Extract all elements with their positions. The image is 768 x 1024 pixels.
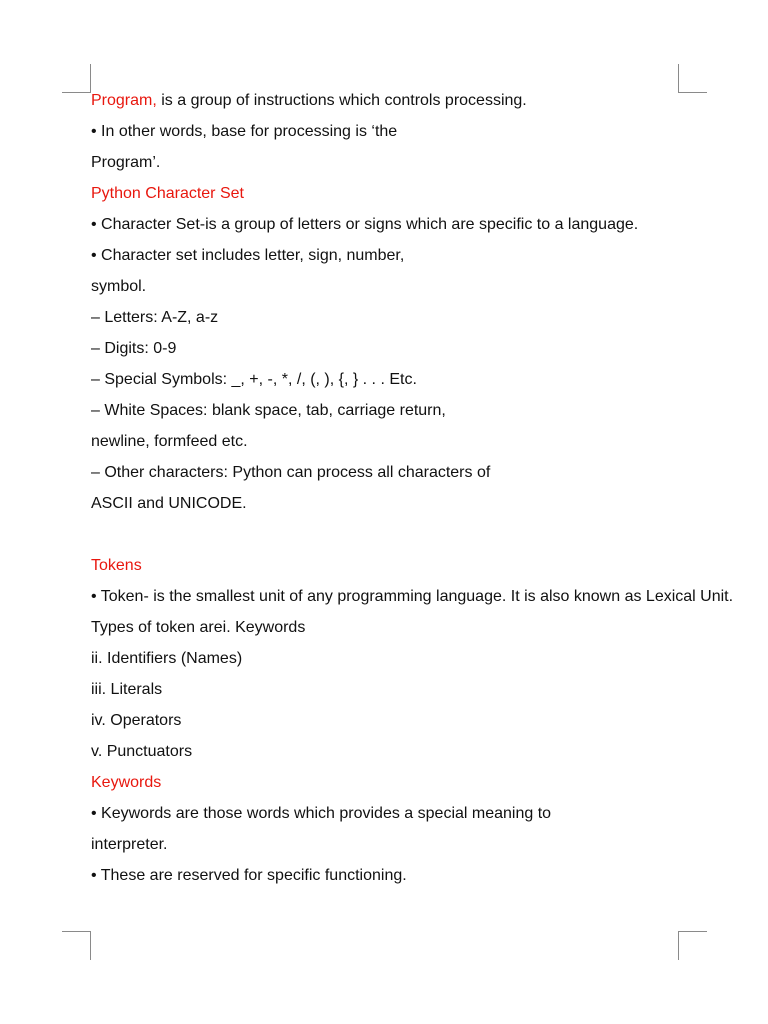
paragraph-line: newline, formfeed etc.	[91, 433, 248, 450]
paragraph-line: • Keywords are those words which provides a special meaning to	[91, 805, 552, 822]
paragraph-line: • These are reserved for specific functioning.	[91, 867, 407, 884]
paragraph-line: • Character set includes letter, sign, number,	[91, 247, 405, 264]
list-item-white-spaces: – White Spaces: blank space, tab, carriage return,	[91, 402, 446, 419]
program-term: Program,	[91, 92, 157, 109]
blank-line	[91, 525, 741, 556]
list-item-other-characters: – Other characters: Python can process all characters of	[91, 464, 491, 481]
crop-mark-bottom-left	[62, 931, 91, 960]
list-item-special-symbols: – Special Symbols: _, +, -, *, /, (, ), {, } . . . Etc.	[91, 371, 417, 388]
paragraph-line: • Character Set-is a group of letters or signs which are specific to a language.	[91, 216, 639, 233]
heading-python-character-set: Python Character Set	[91, 185, 244, 202]
paragraph-token-definition: • Token- is the smallest unit of any programming language. It is also known as Lexical Unit.	[91, 588, 734, 605]
heading-keywords: Keywords	[91, 774, 162, 791]
document-body	[91, 91, 741, 897]
program-definition	[91, 91, 741, 111]
list-item-operators: iv. Operators	[91, 712, 182, 729]
paragraph-line: ASCII and UNICODE.	[91, 495, 247, 512]
crop-mark-top-left	[62, 64, 91, 93]
list-item-literals: iii. Literals	[91, 681, 163, 698]
list-item-letters: – Letters: A-Z, a-z	[91, 309, 219, 326]
paragraph-line: symbol.	[91, 278, 147, 295]
paragraph-line: • In other words, base for processing is ‘the	[91, 123, 398, 140]
heading-tokens: Tokens	[91, 557, 142, 574]
list-item-digits: – Digits: 0-9	[91, 340, 177, 357]
program-definition-text: is a group of instructions which controls processing.	[156, 92, 527, 109]
list-item-identifiers: ii. Identifiers (Names)	[91, 650, 243, 667]
paragraph-line: interpreter.	[91, 836, 168, 853]
crop-mark-top-right	[678, 64, 707, 93]
crop-mark-bottom-right	[678, 931, 707, 960]
list-item-punctuators: v. Punctuators	[91, 743, 193, 760]
paragraph-line: Program’.	[91, 154, 161, 171]
list-item-keywords: Types of token arei. Keywords	[91, 619, 306, 636]
